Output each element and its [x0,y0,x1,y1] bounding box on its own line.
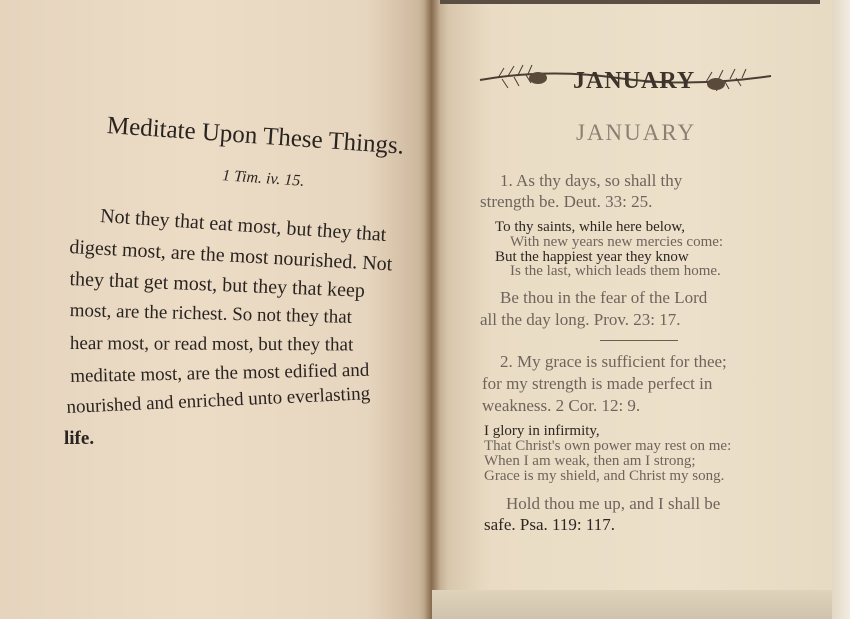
text-line: digest most, are the most nourished. Not [68,236,393,276]
text-line: they that get most, but they that keep [69,268,366,302]
text-line: life. [64,428,95,449]
text-line: Not they that eat most, but they that [99,205,387,246]
page-right-edge [832,0,850,619]
entry-divider [600,340,678,341]
pine-branch-ornament [478,58,773,102]
verse-line: for my strength is made perfect in [482,374,713,393]
book-cover-edge [440,0,820,4]
text-line: most, are the richest. So not they that [69,300,353,328]
page-title: Meditate Upon These Things. [106,112,405,160]
month-heading: JANUARY [576,120,697,145]
poem-line: With new years new mercies come: [510,234,724,250]
closing-line: safe. Psa. 119: 117. [484,515,615,534]
ornament-lettering: JANUARY [573,68,696,94]
page-bottom-edge [432,590,850,619]
verse-line: strength be. Deut. 33: 25. [480,192,653,211]
poem-line: When I am weak, then am I strong; [484,453,696,469]
verse-line: 2. My grace is sufficient for thee; [500,352,727,371]
poem-line: Grace is my shield, and Christ my song. [484,468,725,484]
poem-line: I glory in infirmity, [484,423,600,439]
poem-line: But the happiest year they know [495,249,689,265]
scripture-reference: 1 Tim. iv. 15. [221,167,305,190]
text-line: meditate most, are the most edified and [70,359,370,387]
text-line: nourished and enriched unto everlasting [66,383,371,418]
verse-line: 1. As thy days, so shall thy [500,171,683,190]
poem-line: Is the last, which leads them home. [510,263,721,279]
verse-line: weakness. 2 Cor. 12: 9. [482,396,641,415]
poem-line: To thy saints, while here below, [495,219,686,235]
closing-line: Hold thou me up, and I shall be [506,494,721,513]
closing-line: all the day long. Prov. 23: 17. [480,310,681,329]
closing-line: Be thou in the fear of the Lord [500,288,708,307]
text-line: hear most, or read most, but they that [69,333,354,356]
poem-line: That Christ's own power may rest on me: [484,438,732,454]
